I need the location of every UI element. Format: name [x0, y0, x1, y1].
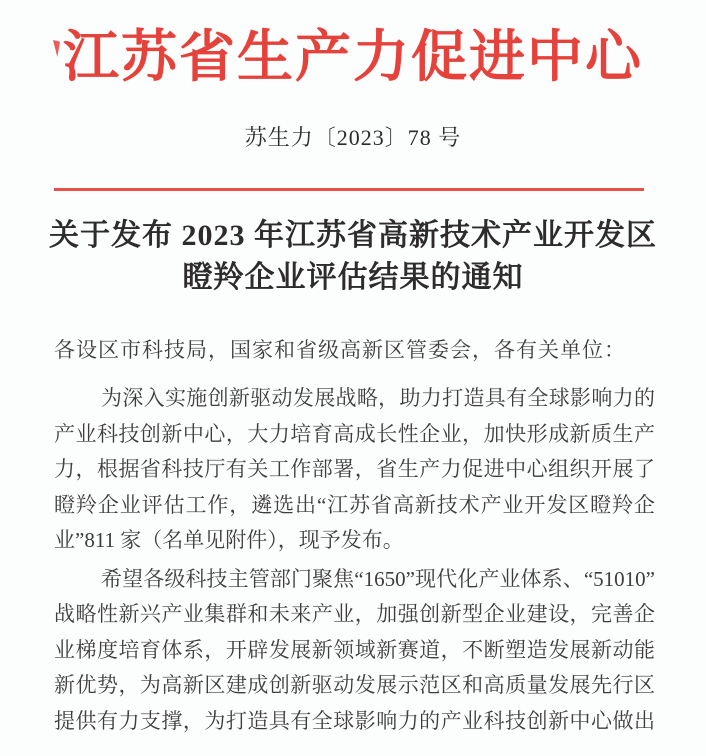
- body-line: 战略性新兴产业集群和未来产业，加强创新型企业建设，完善企: [54, 602, 655, 626]
- notice-title-line-1: 关于发布 2023 年江苏省高新技术产业开发区: [49, 219, 657, 252]
- red-divider-line: [54, 188, 644, 191]
- body-line: 产业科技创新中心，大力培育高成长性企业，加快形成新质生产: [54, 421, 655, 446]
- letterhead-org-title: 江苏省生产力促进中心: [63, 27, 643, 89]
- document-number: 苏生力〔2023〕78 号: [244, 125, 462, 150]
- document-body: [54, 381, 655, 739]
- notice-title-line-2: 瞪羚企业评估结果的通知: [182, 261, 524, 294]
- body-line: 瞪羚企业评估工作，遴选出“江苏省高新技术产业开发区瞪羚企: [54, 492, 655, 517]
- body-line: 为深入实施创新驱动发展战略，助力打造具有全球影响力的: [101, 386, 655, 410]
- body-line: 希望各级科技主管部门聚焦“1650”现代化产业体系、“51010”: [101, 566, 655, 591]
- paragraph-1: [54, 381, 655, 559]
- body-line: 业梯度培育体系，开辟发展新领域新赛道，不断塑造发展新动能: [54, 637, 655, 662]
- paragraph-2: [54, 562, 655, 740]
- body-line: 新优势，为高新区建成创新驱动发展示范区和高质量发展先行区: [54, 673, 655, 697]
- notice-title: [0, 215, 706, 299]
- body-line: 业”811 家（名单见附件），现予发布。: [54, 528, 404, 552]
- salutation-line: 各设区市科技局，国家和省级高新区管委会，各有关单位：: [54, 338, 626, 362]
- body-line: 力，根据省科技厅有关工作部署，省生产力促进中心组织开展了: [54, 457, 655, 481]
- body-line: 提供有力支撑，为打造具有全球影响力的产业科技创新中心做出: [54, 708, 655, 733]
